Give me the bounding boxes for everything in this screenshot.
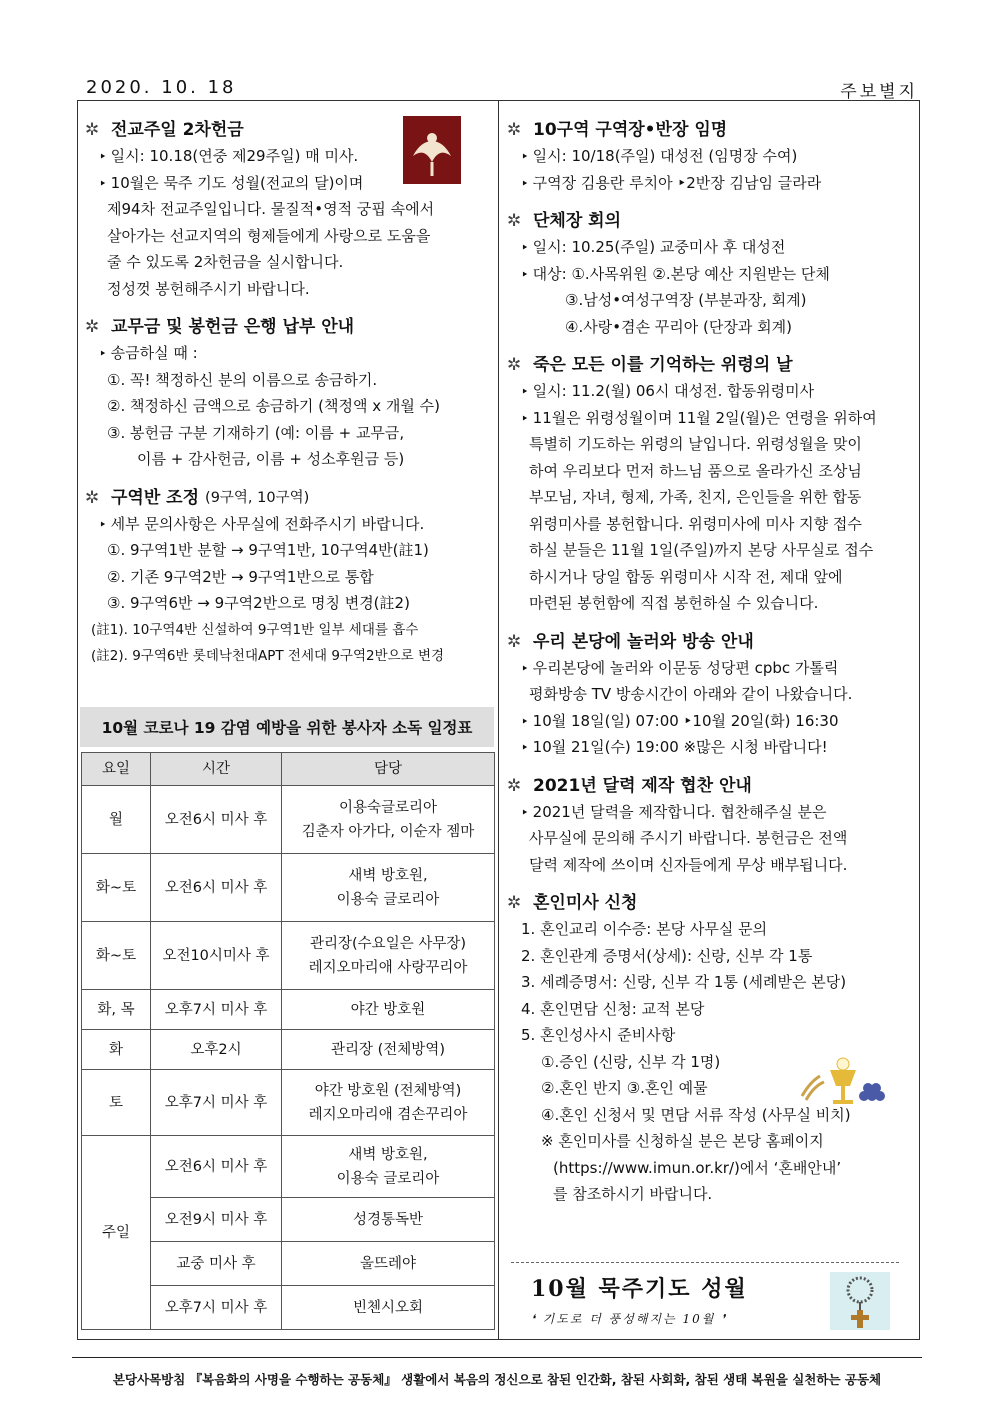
text-line: ‣ 10월 21일(수) 19:00 ※많은 시청 바랍니다! [507, 734, 915, 761]
text-line: 사무실에 문의해 주시기 바랍니다. 봉헌금은 전액 [529, 829, 848, 847]
schedule-table [81, 752, 495, 1330]
table-row [82, 1136, 495, 1198]
text-line: 3. 세례증명서: 신랑, 신부 각 1통 (세례받은 본당) [521, 973, 847, 991]
text-line: ②. 책정하신 금액으로 송금하기 (책정액 x 개월 수) [107, 397, 440, 415]
text-line: ‣ 10월 18일(일) 07:00 ‣10월 20일(화) 16:30 [507, 708, 915, 735]
time-cell: 오후7시 미사 후 [151, 1286, 282, 1330]
table-row [82, 1070, 495, 1136]
rosary-subtitle: ❛ 기도로 더 풍성해지는 10월 ❜ [531, 1312, 727, 1326]
table-header-row [82, 753, 495, 786]
note-line: (註2). 9구역6반 롯데낙천대APT 전세대 9구역2반으로 변경 [91, 648, 445, 664]
table-row [82, 990, 495, 1030]
time-cell: 오후7시 미사 후 [151, 990, 282, 1030]
note-line: (註1). 10구역4반 신설하여 9구역1반 일부 세대를 흡수 [91, 621, 419, 638]
section-title: ✲ 우리 본당에 놀러와 방송 안내 [507, 629, 915, 655]
time-cell: 교중 미사 후 [151, 1242, 282, 1286]
staff-cell: 관리장 (전체방역) [282, 1030, 495, 1070]
section-title: ✲ 2021년 달력 제작 협찬 안내 [507, 773, 915, 799]
text-line: ‣ 구역장 김용란 루치아 ‣2반장 김남임 글라라 [507, 170, 915, 197]
staff-cell: 새벽 방호원, 이용숙 글로리아 [282, 854, 495, 922]
staff-cell: 성경통독반 [282, 1198, 495, 1242]
column-header: 시간 [151, 753, 282, 786]
text-line: ‣ 10월은 묵주 기도 성월(전교의 달)이며 [85, 170, 495, 197]
text-line: ‣ 우리본당에 놀러와 이문동 성당편 cpbc 가톨릭 [507, 655, 915, 682]
section-title: ✲ 10구역 구역장•반장 임명 [507, 117, 915, 143]
time-cell: 오전6시 미사 후 [151, 854, 282, 922]
time-cell: 오후7시 미사 후 [151, 1070, 282, 1136]
sparkle-icon: ✲ [85, 120, 100, 140]
chalice-icon [800, 1056, 888, 1110]
sparkle-icon: ✲ [507, 775, 522, 796]
sparkle-icon: ✲ [507, 631, 522, 652]
date: 2020. 10. 18 [86, 77, 237, 98]
homepage-link[interactable]: (https://www.imun.or.kr/)에서 ‘혼배안내’ [553, 1158, 842, 1177]
footer-divider [72, 1357, 922, 1358]
column-header: 요일 [82, 753, 151, 786]
table-row [82, 1030, 495, 1070]
section-title: ✲ 단체장 회의 [507, 208, 915, 234]
staff-cell: 새벽 방호원, 이용숙 글로리아 [282, 1136, 495, 1198]
staff-cell: 야간 방호원 (전체방역) 레지오마리애 겸손꾸리아 [282, 1070, 495, 1136]
day-cell: 토 [82, 1070, 151, 1136]
text-line: 위령미사를 봉헌합니다. 위령미사에 미사 지향 접수 [529, 514, 862, 533]
text-line: 하여 우리보다 먼저 하느님 품으로 올라가신 조상님 [529, 461, 862, 480]
staff-cell: 이용숙글로리아 김춘자 아가다, 이순자 젬마 [282, 786, 495, 854]
text-line: ①. 꼭! 책정하신 분의 이름으로 송금하기. [107, 370, 378, 389]
day-cell: 화 [82, 1030, 151, 1070]
text-line: ③.남성•여성구역장 (부분과장, 회계) [565, 291, 807, 309]
day-cell: 월 [82, 786, 151, 854]
staff-cell: 관리장(수요일은 사무장) 레지오마리애 사랑꾸리아 [282, 922, 495, 990]
table-row [82, 854, 495, 922]
column-header: 담당 [282, 753, 495, 786]
footer-motto: 본당사목방침 『복음화의 사명을 수행하는 공동체』 생활에서 복음의 정신으로 참된 인간화, 참된 사회화, 참된 생태 복원을 실천하는 공동체 [112, 1372, 882, 1387]
text-line: 부모님, 자녀, 형제, 가족, 친지, 은인들을 위한 합동 [529, 488, 862, 506]
section-title: ✲ 혼인미사 신청 [507, 890, 915, 916]
text-line: 5. 혼인성사시 준비사항 [521, 1026, 676, 1044]
text-line: ‣ 일시: 11.2(월) 06시 대성전. 합동위령미사 [507, 378, 915, 405]
time-cell: 오전9시 미사 후 [151, 1198, 282, 1242]
time-cell: 오전6시 미사 후 [151, 786, 282, 854]
text-line: 4. 혼인면담 신청: 교적 본당 [521, 999, 705, 1018]
dove-image [403, 116, 461, 184]
sparkle-icon: ✲ [85, 487, 100, 508]
text-line: 1. 혼인교리 이수증: 본당 사무실 문의 [521, 920, 768, 938]
column-divider [498, 100, 499, 1340]
section-title: ✲ 구역반 조정 (9구역, 10구역) [85, 485, 495, 511]
day-cell: 주일 [82, 1136, 151, 1330]
sparkle-icon: ✲ [507, 355, 522, 375]
text-line: ①.증인 (신랑, 신부 각 1명) [541, 1052, 721, 1071]
left-column [85, 117, 495, 670]
text-line: ※ 혼인미사를 신청하실 분은 본당 홈페이지 [541, 1132, 824, 1150]
staff-cell: 빈첸시오회 [282, 1286, 495, 1330]
text-line: ②. 기존 9구역2반 → 9구역1반으로 통합 [107, 567, 374, 586]
text-line: ④.혼인 신청서 및 면담 서류 작성 (사무실 비치) [541, 1105, 851, 1124]
section-title: ✲ 죽은 모든 이를 기억하는 위령의 날 [507, 352, 915, 378]
staff-cell: 울뜨레야 [282, 1242, 495, 1286]
rosary-title: 10월 묵주기도 성월 [531, 1276, 748, 1302]
text-line: 2. 혼인관계 증명서(상세): 신랑, 신부 각 1통 [521, 946, 813, 965]
sparkle-icon: ✲ [85, 317, 100, 337]
text-line: ③. 9구역6반 → 9구역2반으로 명칭 변경(註2) [107, 594, 410, 612]
text-line: 하시거나 당일 합동 위령미사 시작 전, 제대 앞에 [529, 567, 843, 586]
text-line: ②.혼인 반지 ③.혼인 예물 [541, 1079, 708, 1097]
text-line: 마련된 봉헌함에 직접 봉헌하실 수 있습니다. [529, 594, 819, 612]
day-cell: 화, 목 [82, 990, 151, 1030]
text-line: 제94차 전교주일입니다. 물질적•영적 궁핍 속에서 [107, 200, 435, 218]
table-row [82, 922, 495, 990]
text-line: 줄 수 있도록 2차헌금을 실시합니다. [107, 253, 344, 271]
text-line: 이름 + 감사헌금, 이름 + 성소후원금 등) [137, 450, 405, 468]
text-line: 정성껏 봉헌해주시기 바랍니다. [107, 279, 310, 298]
right-column [507, 117, 915, 1208]
text-line: ‣ 세부 문의사항은 사무실에 전화주시기 바랍니다. [85, 511, 495, 538]
time-cell: 오전10시미사 후 [151, 922, 282, 990]
text-line: ‣ 대상: ①.사목위원 ②.본당 예산 지원받는 단체 [507, 261, 915, 288]
sparkle-icon: ✲ [507, 120, 522, 140]
text-line: 살아가는 선교지역의 형제들에게 사랑으로 도움을 [107, 226, 431, 245]
text-line: ‣ 11월은 위령성월이며 11월 2일(월)은 연령을 위하여 [507, 405, 915, 432]
text-line: 평화방송 TV 방송시간이 아래와 같이 나왔습니다. [529, 685, 853, 703]
section-title: ✲ 교무금 및 봉헌금 은행 납부 안내 [85, 314, 495, 340]
text-line: ‣ 2021년 달력을 제작합니다. 협찬해주실 분은 [507, 799, 915, 826]
text-line: ①. 9구역1반 분할 → 9구역1반, 10구역4반(註1) [107, 541, 429, 559]
text-line: 특별히 기도하는 위령의 날입니다. 위령성월을 맞이 [529, 435, 862, 453]
time-cell: 오후2시 [151, 1030, 282, 1070]
text-line: 달력 제작에 쓰이며 신자들에게 무상 배부됩니다. [529, 855, 848, 874]
page-title: 주보별지 [840, 82, 918, 102]
table-row [82, 786, 495, 854]
day-cell: 화~토 [82, 922, 151, 990]
text-line: 를 참조하시기 바랍니다. [553, 1185, 713, 1203]
section-title: ✲ 전교주일 2차헌금 [85, 117, 495, 143]
sparkle-icon: ✲ [507, 893, 522, 913]
schedule-title: 10월 코로나 19 감염 예방을 위한 봉사자 소독 일정표 [80, 707, 494, 747]
time-cell: 오전6시 미사 후 [151, 1136, 282, 1198]
text-line: ‣ 송금하실 때 : [85, 340, 495, 367]
rosary-icon [830, 1272, 890, 1330]
text-line: ④.사랑•겸손 꾸리아 (단장과 회계) [565, 317, 792, 336]
text-line: ③. 봉헌금 구분 기재하기 (예: 이름 + 교무금, [107, 423, 405, 442]
day-cell: 화~토 [82, 854, 151, 922]
text-line: ‣ 일시: 10/18(주일) 대성전 (임명장 수여) [507, 143, 915, 170]
staff-cell: 야간 방호원 [282, 990, 495, 1030]
sparkle-icon: ✲ [507, 211, 522, 231]
text-line: ‣ 일시: 10.18(연중 제29주일) 매 미사. [85, 143, 495, 170]
text-line: 하실 분들은 11월 1일(주일)까지 본당 사무실로 접수 [529, 541, 874, 559]
text-line: ‣ 일시: 10.25(주일) 교중미사 후 대성전 [507, 234, 915, 261]
